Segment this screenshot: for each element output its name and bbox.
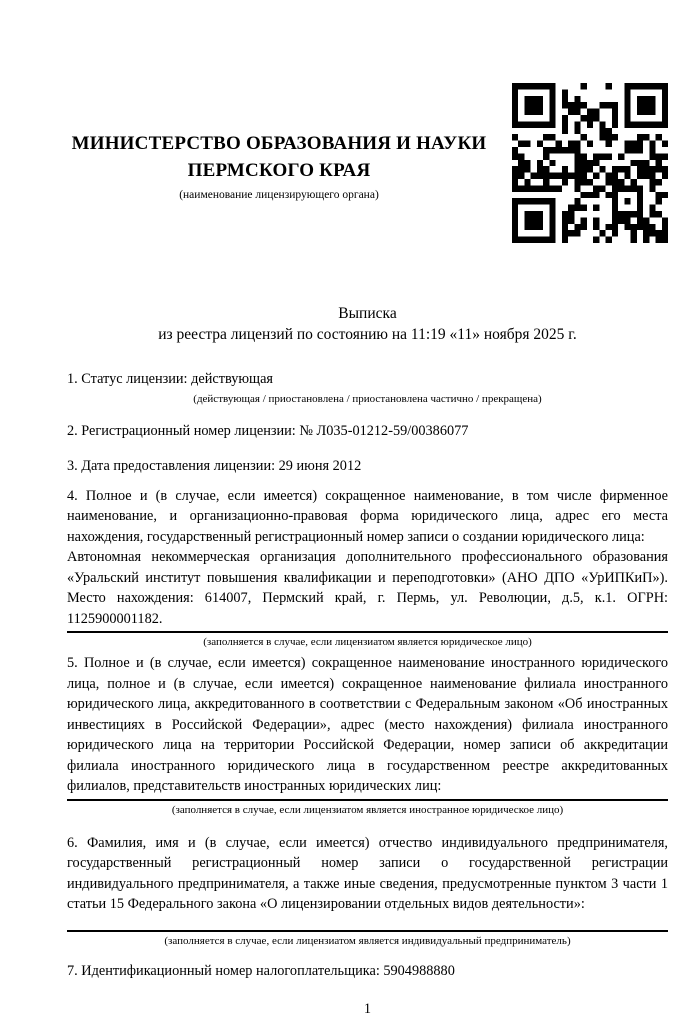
document-header bbox=[67, 83, 668, 243]
item-foreign-entity bbox=[67, 653, 668, 817]
taxpayer-number-text: 7. Идентификационный номер налогоплательщика: 5904988880 bbox=[67, 962, 455, 979]
registration-number-text: 2. Регистрационный номер лицензии: № Л035-01212-59/00386077 bbox=[67, 422, 469, 439]
license-date-text: 3. Дата предоставления лицензии: 29 июня 2012 bbox=[67, 458, 362, 474]
license-status-text: 1. Статус лицензии: действующая bbox=[67, 371, 273, 387]
document-title bbox=[67, 303, 668, 345]
item-legal-entity bbox=[67, 486, 668, 650]
legal-entity-label: 4. Полное и (в случае, если имеется) сокращенное наименование, в том числе фирменное наименование, и организационно-правовая форма юридического лица, адрес его места нахождения, государственный регистрационный номер записи о создании юридического лица: bbox=[67, 487, 668, 545]
legal-entity-value: Автономная некоммерческая организация дополнительного профессионального образования «Уральский институт повышения квалификации и переподготовки» (АНО ДПО «УрИПКиП»). Место нахождения: 614007, Пермский край, г. Пермь, ул. Революции, д.5, к.1. ОГРН: 1125900001182. bbox=[67, 549, 668, 627]
ministry-name-line1: МИНИСТЕРСТВО ОБРАЗОВАНИЯ И НАУКИ bbox=[71, 133, 487, 154]
individual-entrepreneur-label: 6. Фамилия, имя и (в случае, если имеется) отчество индивидуального предпринимателя, государственный регистрационный номер записи о государственной регистрации индивидуального предпринимателя, а также иные сведения, предусмотренные пунктом 3 части 1 статьи 15 Федерального закона «О лицензировании отдельных видов деятельности»: bbox=[67, 834, 668, 912]
item-individual-entrepreneur bbox=[67, 833, 668, 948]
page-number: 1 bbox=[363, 1001, 372, 1017]
document-title-line1: Выписка bbox=[338, 305, 397, 322]
legal-entity-caption: (заполняется в случае, если лицензиатом является юридическое лицо) bbox=[203, 636, 532, 648]
item-registration-number bbox=[67, 421, 668, 442]
licensing-authority-caption: (наименование лицензирующего органа) bbox=[179, 189, 379, 201]
page-content bbox=[67, 0, 668, 1019]
licensing-authority-block bbox=[67, 83, 491, 202]
horizontal-rule bbox=[67, 631, 668, 633]
foreign-entity-caption: (заполняется в случае, если лицензиатом является иностранное юридическое лицо) bbox=[171, 803, 564, 816]
item-license-date bbox=[67, 456, 668, 477]
document-title-line2: из реестра лицензий по состоянию на 11:19 «11» ноября 2025 г. bbox=[158, 326, 577, 343]
individual-entrepreneur-caption: (заполняется в случае, если лицензиатом является индивидуальный предприниматель) bbox=[164, 934, 571, 947]
item-license-status bbox=[67, 369, 668, 406]
horizontal-rule bbox=[67, 930, 668, 932]
qr-code-canvas bbox=[512, 83, 668, 243]
license-status-caption: (действующая / приостановлена / приостановлена частично / прекращена) bbox=[193, 392, 542, 405]
qr-code bbox=[512, 83, 668, 243]
foreign-entity-label: 5. Полное и (в случае, если имеется) сокращенное наименование иностранного юридического лица, полное и (в случае, если имеется) сокращенное наименование филиала иностранного юридического лица, аккредитованного в соответствии с Федеральным законом «Об иностранных инвестициях в Российской Федерации», адрес (место нахождения) филиала иностранного юридического лица на территории Российской Федерации, номер записи об аккредитации филиала иностранного юридического лица в государственном реестре аккредитованных филиалов, представительств иностранных юридических лиц: bbox=[67, 655, 668, 794]
ministry-name-line2: ПЕРМСКОГО КРАЯ bbox=[187, 160, 371, 181]
item-taxpayer-number bbox=[67, 961, 668, 982]
horizontal-rule bbox=[67, 799, 668, 801]
